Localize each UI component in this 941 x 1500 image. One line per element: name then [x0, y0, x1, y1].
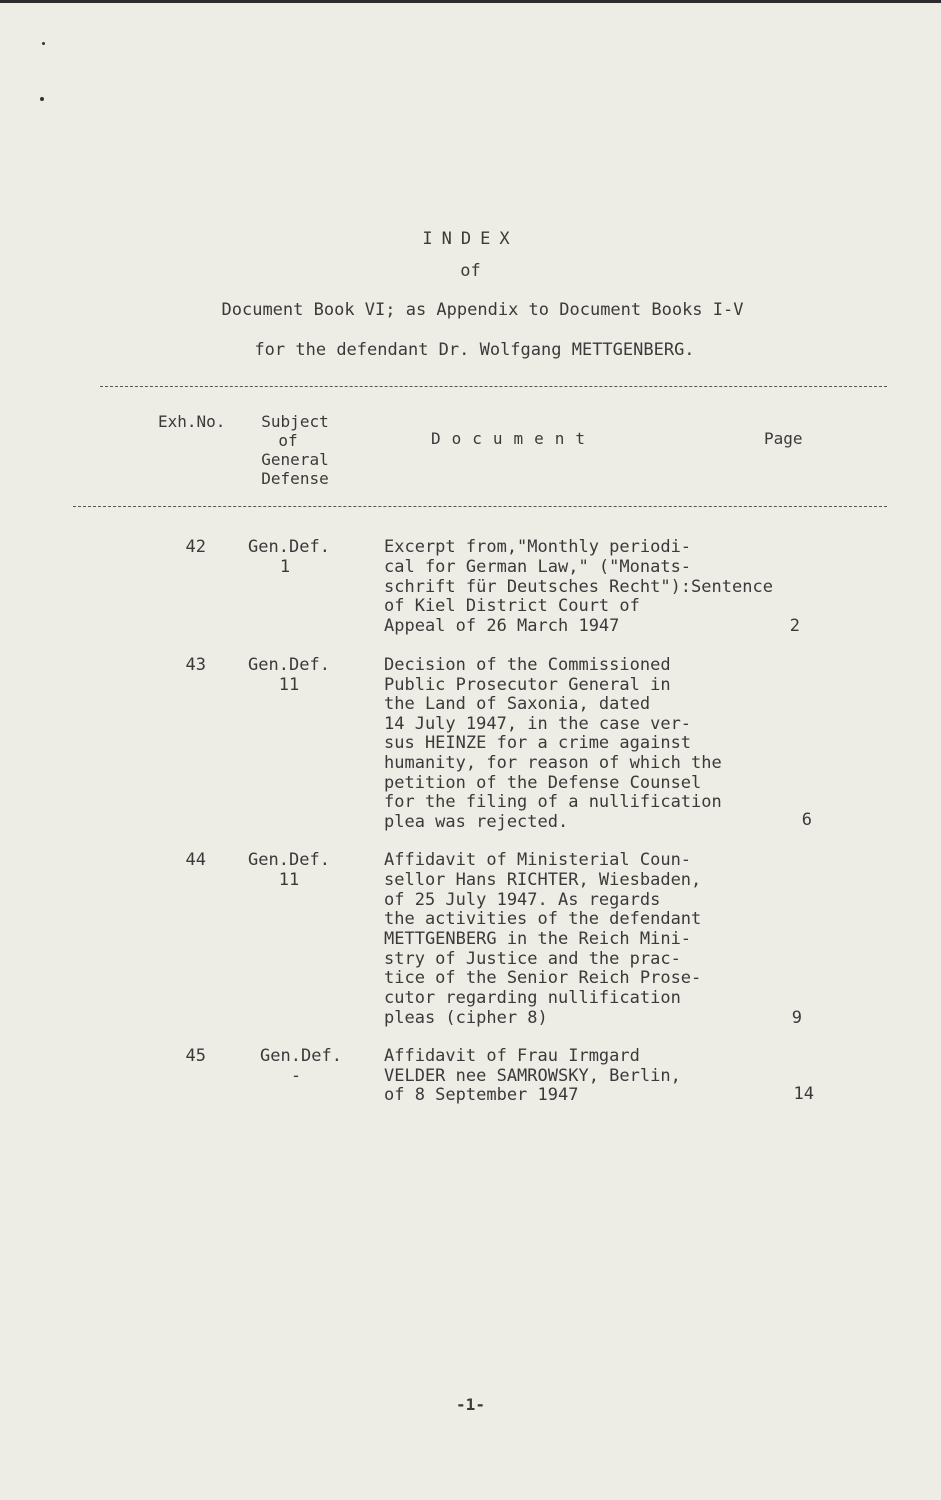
document-line: of 8 September 1947	[384, 1085, 579, 1105]
document-line: petition of the Defense Counsel	[384, 773, 702, 793]
document-line: stry of Justice and the prac-	[384, 949, 681, 969]
document-line: pleas (cipher 8)	[384, 1008, 548, 1028]
document-line: Affidavit of Ministerial Coun-	[384, 850, 692, 870]
document-line: 14 July 1947, in the case ver-	[384, 714, 692, 734]
document-line: VELDER nee SAMROWSKY, Berlin,	[384, 1066, 681, 1086]
document-line: of Kiel District Court of	[384, 596, 640, 616]
column-header-subject-line: Defense	[261, 469, 329, 488]
subject-line: 1	[279, 557, 291, 577]
exhibit-number: 42	[185, 537, 206, 557]
document-line: the Land of Saxonia, dated	[384, 694, 651, 714]
title-line-1: Document Book VI; as Appendix to Document Books I-V	[221, 300, 744, 320]
column-header-subject-line: General	[261, 450, 329, 469]
document-line: humanity, for reason of which the	[384, 753, 722, 773]
footer-page-number: -1-	[456, 1395, 485, 1414]
divider-top	[100, 386, 887, 387]
page-number: 2	[789, 616, 800, 636]
page-number: 6	[801, 810, 812, 830]
document-line: cutor regarding nullification	[384, 988, 681, 1008]
page-number: 14	[793, 1084, 814, 1104]
document-line: sus HEINZE for a crime against	[384, 733, 692, 753]
document-line: tice of the Senior Reich Prose-	[384, 968, 702, 988]
subject-line: Gen.Def.	[248, 850, 330, 870]
column-header-subject-line: of	[278, 431, 298, 450]
document-line: METTGENBERG in the Reich Mini-	[384, 929, 692, 949]
document-line: for the filing of a nullification	[384, 792, 722, 812]
subject-line: Gen.Def.	[260, 1046, 342, 1066]
document-line: sellor Hans RICHTER, Wiesbaden,	[384, 870, 702, 890]
column-header-page: Page	[764, 429, 803, 448]
document-line: the activities of the defendant	[384, 909, 702, 929]
index-of: of	[460, 261, 481, 281]
subject-line: -	[290, 1066, 302, 1086]
page-number: 9	[791, 1008, 802, 1028]
scan-speck	[42, 42, 45, 45]
subject-line: Gen.Def.	[248, 537, 330, 557]
document-line: Excerpt from,"Monthly periodi-	[384, 537, 692, 557]
column-header-subject-line: Subject	[261, 412, 329, 431]
exhibit-number: 43	[185, 655, 206, 675]
column-header-exh-no: Exh.No.	[158, 412, 226, 431]
divider-header	[73, 506, 887, 507]
document-line: Public Prosecutor General in	[384, 675, 671, 695]
document-line: Decision of the Commissioned	[384, 655, 671, 675]
document-line: Appeal of 26 March 1947	[384, 616, 620, 636]
scan-top-edge	[0, 0, 941, 3]
subject-line: 11	[278, 870, 300, 890]
exhibit-number: 45	[185, 1046, 206, 1066]
subject-line: Gen.Def.	[248, 655, 330, 675]
subject-line: 11	[278, 675, 300, 695]
document-line: schrift für Deutsches Recht"):Sentence	[384, 577, 773, 597]
document-line: Affidavit of Frau Irmgard	[384, 1046, 640, 1066]
document-line: cal for German Law," ("Monats-	[384, 557, 692, 577]
title-line-2: for the defendant Dr. Wolfgang METTGENBERG.	[254, 340, 695, 360]
exhibit-number: 44	[185, 850, 206, 870]
column-header-document: Document	[431, 429, 597, 448]
document-line: of 25 July 1947. As regards	[384, 890, 661, 910]
document-line: plea was rejected.	[384, 812, 569, 832]
index-heading: INDEX	[422, 229, 519, 249]
scan-speck	[40, 97, 44, 101]
